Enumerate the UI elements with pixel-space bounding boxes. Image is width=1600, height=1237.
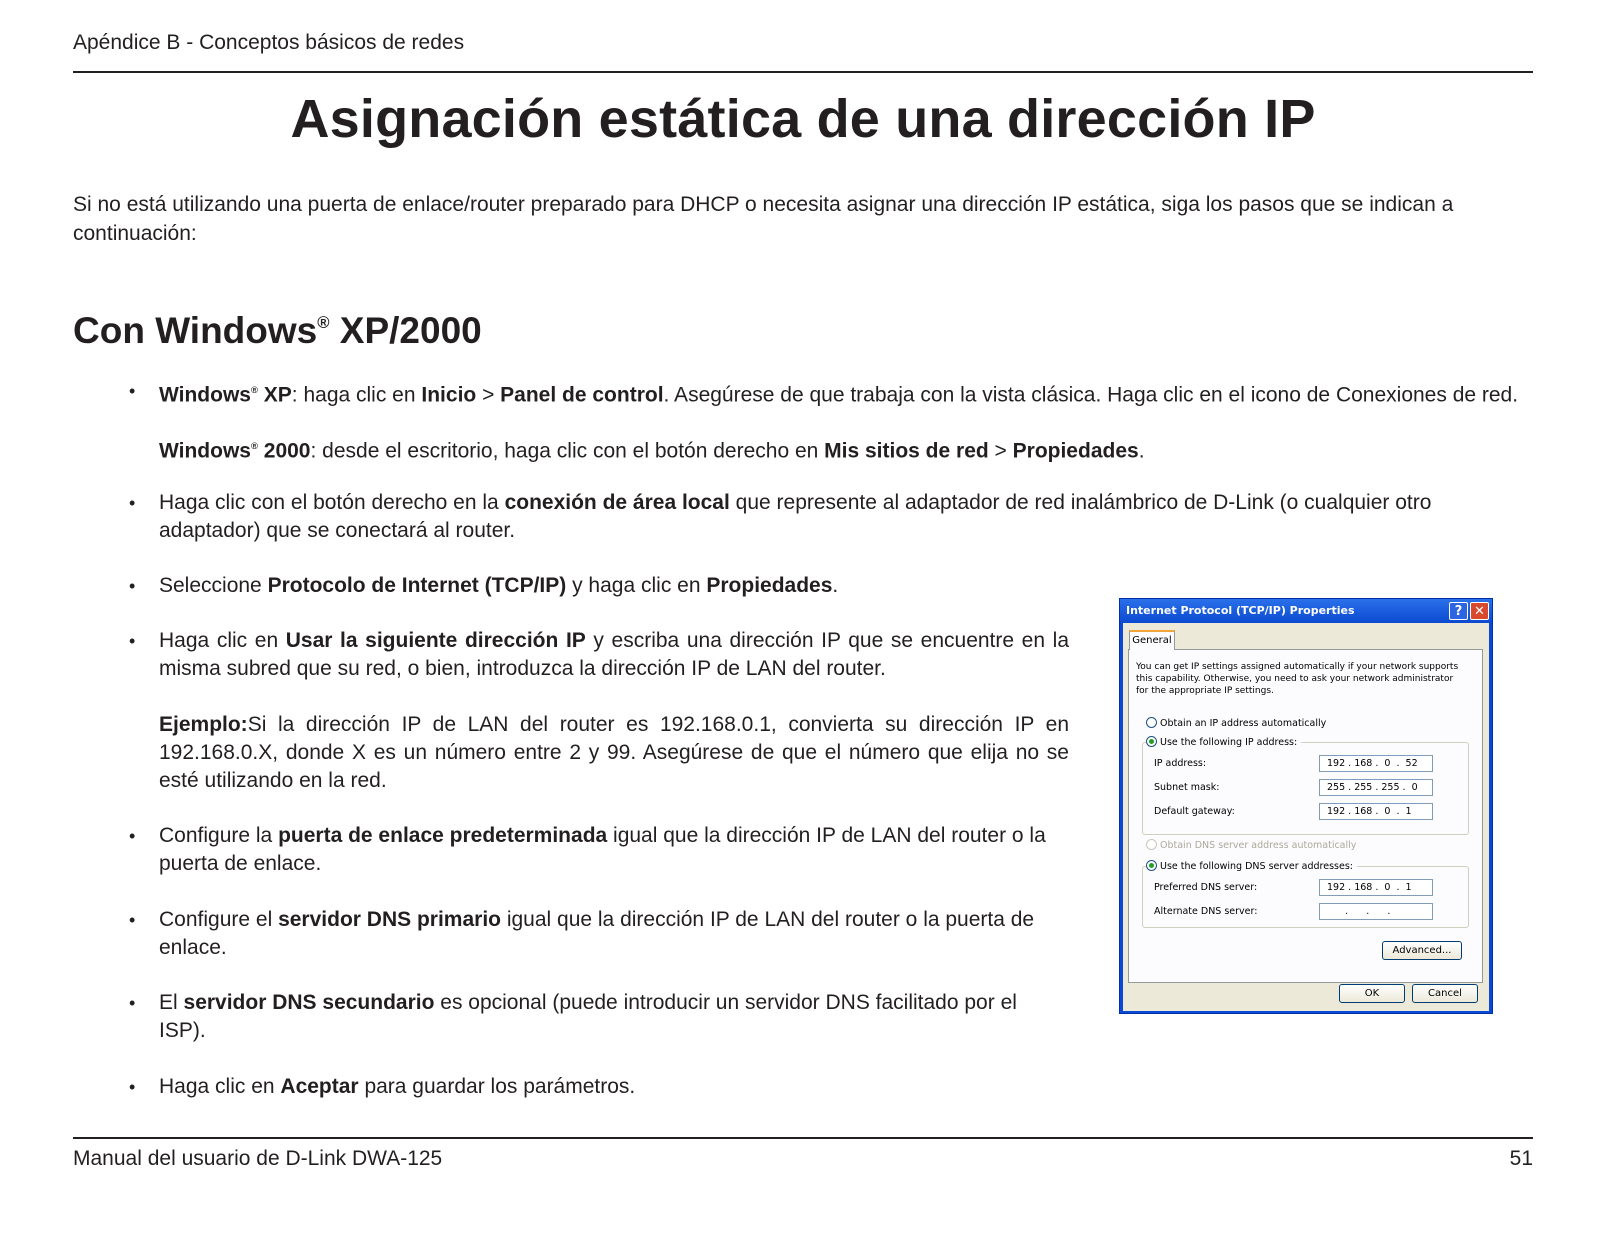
list-item-secondary-dns: • El servidor DNS secundario es opcional (puede introducir un servidor DNS facilitado por el ISP).	[159, 989, 1069, 1045]
radio-use-following-dns[interactable]: Use the following DNS server addresses:	[1146, 860, 1357, 872]
radio-icon	[1146, 717, 1157, 728]
list-item-gateway: • Configure la puerta de enlace predeterminada igual que la dirección IP de LAN del router o la puerta de enlace.	[159, 822, 1069, 878]
dialog-titlebar	[1120, 599, 1492, 623]
advanced-button[interactable]: Advanced...	[1382, 941, 1462, 960]
close-icon[interactable]: ✕	[1470, 602, 1489, 620]
intro-paragraph: Si no está utilizando una puerta de enlace/router preparado para DHCP o necesita asignar una dirección IP estática, siga los pasos que se indican a continuación:	[73, 193, 1454, 245]
general-tab-panel	[1128, 649, 1483, 983]
radio-selected-icon	[1146, 860, 1157, 871]
alternate-dns-label: Alternate DNS server:	[1154, 906, 1258, 917]
list-item-local-connection: • Haga clic con el botón derecho en la conexión de área local que represente al adaptador de red inalámbrico de D-Link (o cualquier otro adaptador) que se conectará al router.	[159, 489, 1533, 545]
tab-general[interactable]: General	[1129, 630, 1175, 650]
dialog-body	[1123, 623, 1489, 1011]
help-icon[interactable]: ?	[1449, 602, 1468, 620]
radio-selected-icon	[1146, 736, 1157, 747]
preferred-dns-label: Preferred DNS server:	[1154, 882, 1258, 893]
list-item-windows-2000: Windows® 2000: desde el escritorio, haga clic con el botón derecho en Mis sitios de red > Propiedades.	[159, 439, 1145, 463]
dialog-title: Internet Protocol (TCP/IP) Properties	[1126, 604, 1355, 617]
list-item-primary-dns: • Configure el servidor DNS primario igual que la dirección IP de LAN del router o la puerta de enlace.	[159, 906, 1069, 962]
radio-use-following-ip[interactable]: Use the following IP address:	[1146, 736, 1301, 748]
ip-address-field[interactable]: 192 . 168 . 0 . 52	[1319, 755, 1433, 772]
list-item-accept: • Haga clic en Aceptar para guardar los parámetros.	[159, 1073, 1069, 1101]
header-rule	[73, 71, 1533, 73]
footer-manual-title: Manual del usuario de D-Link DWA-125	[73, 1147, 443, 1170]
cancel-button[interactable]: Cancel	[1412, 984, 1478, 1003]
running-head: Apéndice B - Conceptos básicos de redes	[73, 31, 465, 54]
subnet-mask-field[interactable]: 255 . 255 . 255 . 0	[1319, 779, 1433, 796]
registered-mark: ®	[317, 313, 330, 333]
list-item-use-ip: • Haga clic en Usar la siguiente dirección IP y escriba una dirección IP que se encuentre en la misma subred que su red, o bien, introduzca la dirección IP de LAN del router.	[159, 627, 1069, 683]
default-gateway-label: Default gateway:	[1154, 806, 1235, 817]
radio-obtain-dns-auto[interactable]: Obtain DNS server address automatically	[1146, 839, 1356, 851]
list-item-tcpip: • Seleccione Protocolo de Internet (TCP/IP) y haga clic en Propiedades.	[159, 572, 1059, 600]
alternate-dns-field[interactable]: . . .	[1319, 903, 1433, 920]
page-number: 51	[1509, 1147, 1533, 1170]
ip-address-label: IP address:	[1154, 758, 1207, 769]
radio-obtain-ip-auto[interactable]: Obtain an IP address automatically	[1146, 717, 1326, 729]
section-heading-text: Con Windows	[73, 310, 318, 351]
tcpip-properties-dialog-screenshot	[1119, 598, 1493, 1014]
example-paragraph: Ejemplo:Si la dirección IP de LAN del router es 192.168.0.1, convierta su dirección IP en 192.168.0.X, donde X es un número entre 2 y 99. Asegúrese de que el número que elija no se esté utilizando en la red.	[159, 713, 1069, 792]
list-item-windows-xp: • Windows® XP: haga clic en Inicio > Panel de control. Asegúrese de que trabaja con la vista clásica. Haga clic en el icono de Conexiones de red.	[159, 377, 1533, 410]
footer-rule	[73, 1137, 1533, 1139]
section-heading	[73, 310, 482, 352]
radio-icon	[1146, 839, 1157, 850]
subnet-mask-label: Subnet mask:	[1154, 782, 1220, 793]
section-heading-version: XP/2000	[329, 310, 482, 351]
dialog-description: You can get IP settings assigned automatically if your network supports this capability. Otherwise, you need to ask your network administrator for the appropriate IP settings.	[1136, 662, 1459, 696]
ok-button[interactable]: OK	[1339, 984, 1405, 1003]
preferred-dns-field[interactable]: 192 . 168 . 0 . 1	[1319, 879, 1433, 896]
default-gateway-field[interactable]: 192 . 168 . 0 . 1	[1319, 803, 1433, 820]
page-title: Asignación estática de una dirección IP	[290, 89, 1316, 149]
